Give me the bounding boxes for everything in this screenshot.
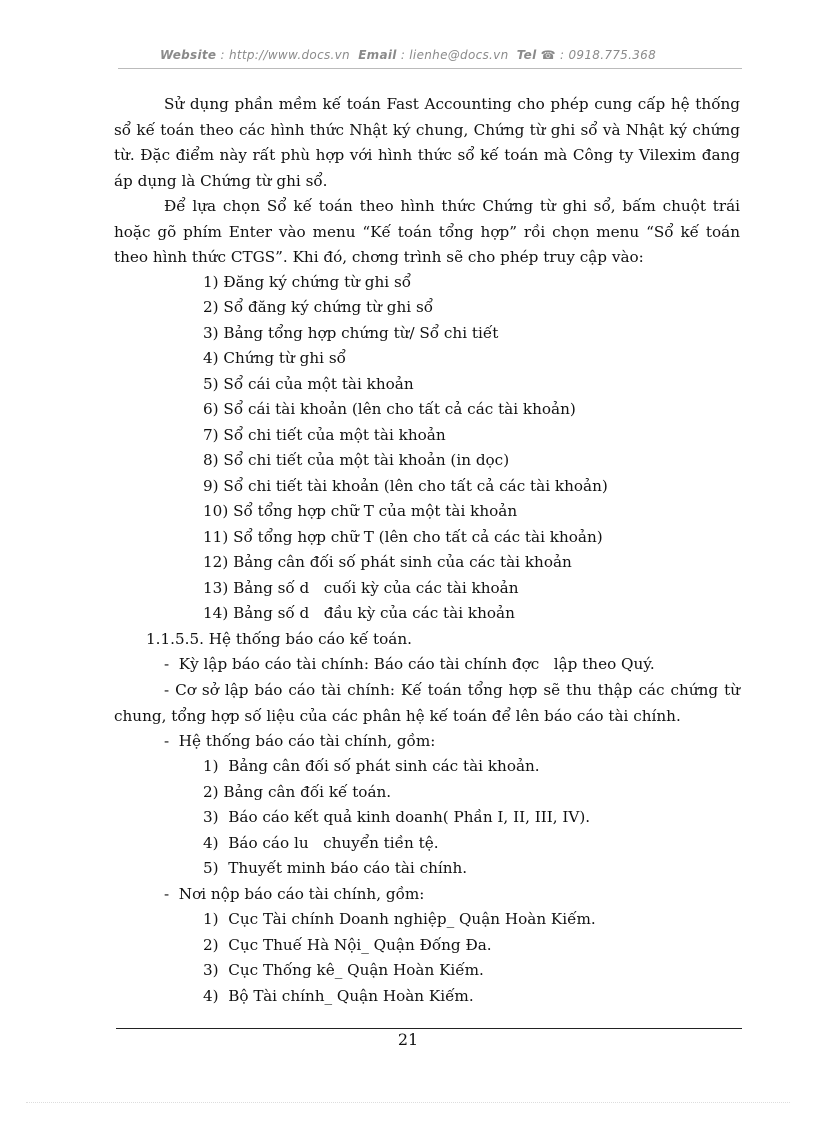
report-list-item: 2) Bảng cân đối kế toán. — [203, 783, 392, 801]
paragraph-fast-accounting: Sử dụng phần mềm kế toán Fast Accounting cho phép cung cấp hệ thống sổ kế toán theo các hình thức Nhật ký chung, Chứng từ ghi sổ và Nhật ký chứng từ. Đặc điểm này rất phù hợp với hình thức sổ kế toán mà Công ty Vilexim đang áp dụng là Chứng từ ghi sổ. — [114, 95, 740, 190]
ctgs-list-item: 11) Sổ tổng hợp chữ T (lên cho tất cả các tài khoản) — [203, 528, 603, 546]
section-heading: 1.1.5.5. Hệ thống báo cáo kế toán. — [146, 630, 412, 648]
ctgs-list-item: 5) Sổ cái của một tài khoản — [203, 375, 414, 393]
ctgs-list-item: 1) Đăng ký chứng từ ghi sổ — [203, 273, 412, 291]
website-value[interactable]: : http://www.docs.vn — [220, 48, 350, 62]
ctgs-list-item: 10) Sổ tổng hợp chữ T của một tài khoản — [203, 502, 518, 520]
page-bottom-border — [26, 1102, 790, 1103]
ctgs-list-item: 2) Sổ đăng ký chứng từ ghi sổ — [203, 298, 434, 316]
page-number: 21 — [397, 1030, 419, 1049]
ctgs-list-item: 12) Bảng cân đối số phát sinh của các tài khoản — [203, 553, 572, 571]
tel-value: ☎ : 0918.775.368 — [540, 48, 657, 62]
bullet-report-basis: - Cơ sở lập báo cáo tài chính: Kế toán tổng hợp sẽ thu thập các chứng từ chung, tổng hợp số liệu của các phân hệ kế toán để lên báo cáo tài chính. — [114, 681, 740, 725]
header-rule — [118, 68, 742, 69]
bullet-reporting-period: - Kỳ lập báo cáo tài chính: Báo cáo tài chính đợc lập theo Quý. — [164, 655, 655, 673]
ctgs-list-item: 9) Sổ chi tiết tài khoản (lên cho tất cả các tài khoản) — [203, 477, 608, 495]
ctgs-list-item: 3) Bảng tổng hợp chứng từ/ Sổ chi tiết — [203, 324, 499, 342]
email-label: Email — [358, 48, 397, 62]
ctgs-list-item: 14) Bảng số d đầu kỳ của các tài khoản — [203, 604, 515, 622]
ctgs-list-item: 8) Sổ chi tiết của một tài khoản (in dọc) — [203, 451, 510, 469]
report-list-item: 1) Bảng cân đối số phát sinh các tài khoản. — [203, 757, 540, 775]
submit-list-item: 1) Cục Tài chính Doanh nghiệp_ Quận Hoàn Kiếm. — [203, 910, 596, 928]
email-value[interactable]: : lienhe@docs.vn — [400, 48, 509, 62]
submit-list-item: 2) Cục Thuế Hà Nội_ Quận Đống Đa. — [203, 936, 492, 954]
ctgs-list-item: 7) Sổ chi tiết của một tài khoản — [203, 426, 446, 444]
report-list-item: 4) Báo cáo lu chuyển tiền tệ. — [203, 834, 439, 852]
report-list-item: 3) Báo cáo kết quả kinh doanh( Phần I, II, III, IV). — [203, 808, 591, 826]
bullet-report-system: - Hệ thống báo cáo tài chính, gồm: — [164, 732, 436, 750]
report-list-item: 5) Thuyết minh báo cáo tài chính. — [203, 859, 468, 877]
ctgs-list-item: 4) Chứng từ ghi sổ — [203, 349, 346, 367]
ctgs-list-item: 13) Bảng số d cuối kỳ của các tài khoản — [203, 579, 519, 597]
ctgs-list-item: 6) Sổ cái tài khoản (lên cho tất cả các tài khoản) — [203, 400, 576, 418]
website-label: Website — [159, 48, 217, 62]
submit-list-item: 4) Bộ Tài chính_ Quận Hoàn Kiếm. — [203, 987, 474, 1005]
tel-label: Tel — [516, 48, 537, 62]
submit-list-item: 3) Cục Thống kê_ Quận Hoàn Kiếm. — [203, 961, 484, 979]
bullet-submission-places: - Nơi nộp báo cáo tài chính, gồm: — [164, 885, 425, 903]
page-header — [0, 48, 816, 62]
paragraph-select-ctgs: Để lựa chọn Sổ kế toán theo hình thức Chứng từ ghi sổ, bấm chuột trái hoặc gõ phím Enter vào menu “Kế toán tổng hợp” rồi chọn menu “Sổ kế toán theo hình thức CTGS”. Khi đó, chơng trình sẽ cho phép truy cập vào: — [114, 197, 740, 266]
footer-rule — [116, 1028, 742, 1029]
